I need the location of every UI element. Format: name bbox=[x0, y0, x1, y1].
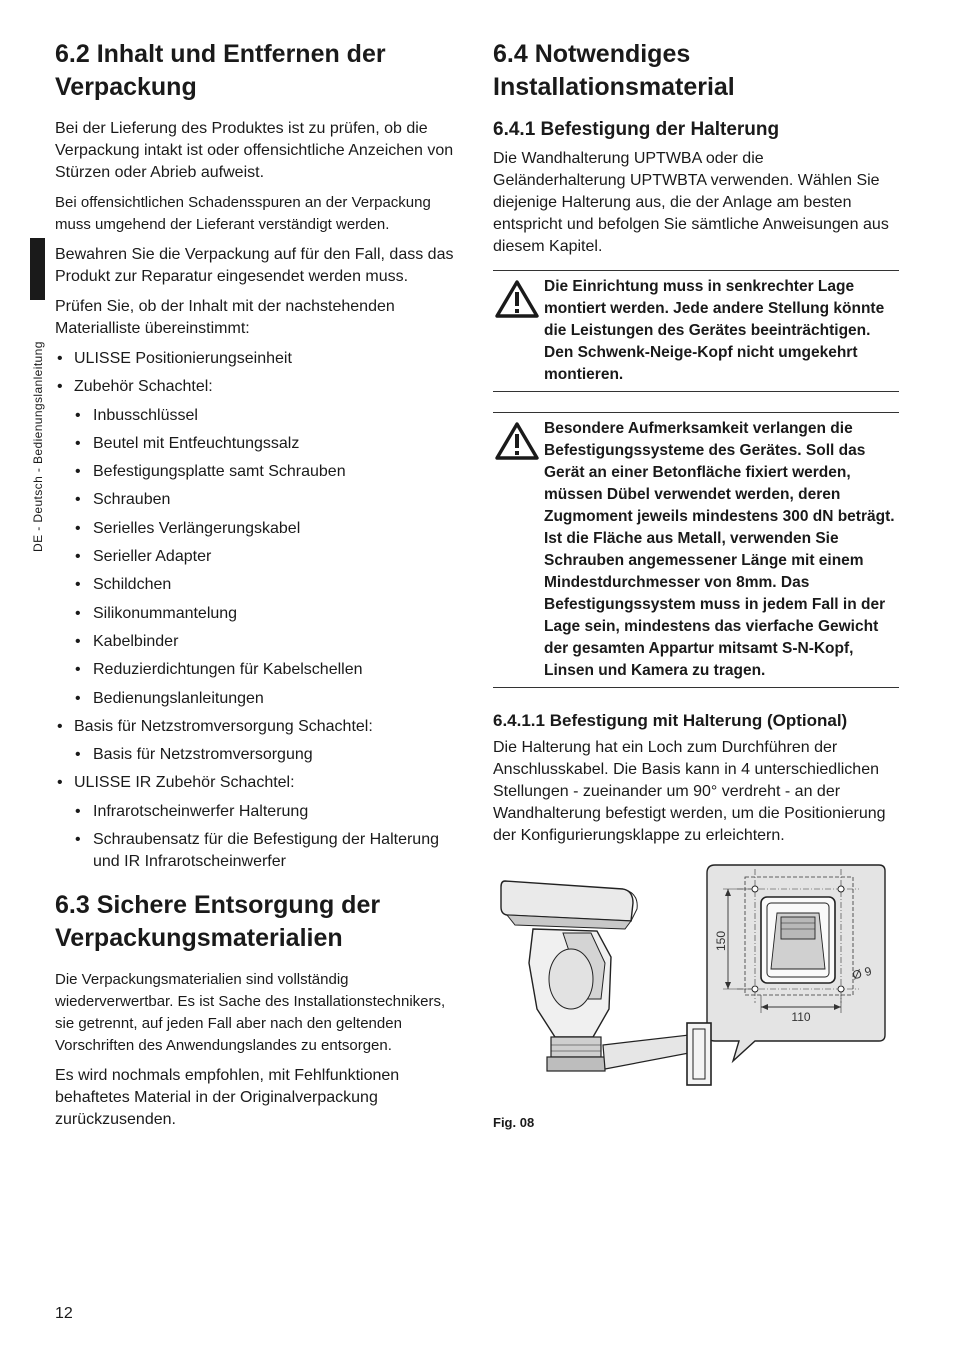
section-6-4-title: 6.4 Notwendiges Installationsmaterial bbox=[493, 40, 735, 101]
left-column bbox=[55, 38, 467, 1139]
warning-text-orientation: Die Einrichtung muss in senkrechter Lage montiert werden. Jede andere Stellung könnte die Leistungen des Gerätes beeinträchtigen. Den Schwenk-Neige-Kopf nicht umgekehrt montieren. bbox=[544, 278, 885, 383]
contents-list-item: • Serieller Adapter bbox=[55, 546, 467, 568]
contents-list-item: • Schildchen bbox=[55, 574, 467, 596]
s62-paragraph-1: Bei der Lieferung des Produktes ist zu prüfen, ob die Verpackung intakt ist oder offensichtliche Anzeichen von Stürzen oder Abrieb aufweist. bbox=[55, 120, 454, 181]
contents-list-item: • Silikonummantelung bbox=[55, 603, 467, 625]
contents-list bbox=[55, 348, 467, 873]
contents-list-item: • ULISSE IR Zubehör Schachtel: bbox=[55, 772, 467, 794]
bracket-illustration bbox=[493, 859, 899, 1109]
side-language-label: DE - Deutsch - Bedienungslanleitung bbox=[31, 341, 45, 552]
section-6-4-1-1-title: 6.4.1.1 Befestigung mit Halterung (Optional) bbox=[493, 711, 848, 730]
figure-caption: Fig. 08 bbox=[493, 1115, 535, 1130]
contents-list-item: • Kabelbinder bbox=[55, 631, 467, 653]
section-6-2-title: 6.2 Inhalt und Entfernen der Verpackung bbox=[55, 40, 386, 101]
section-6-3-title: 6.3 Sichere Entsorgung der Verpackungsmaterialien bbox=[55, 891, 381, 953]
s6411-paragraph-1: Die Halterung hat ein Loch zum Durchführen der Anschlusskabel. Die Basis kann in 4 unterschiedlichen Stellungen - zueinander um 90° verdreht - an der Wandhalterung befestigt werden, um die Positionierung der Konfigurierungsklappe zu erleichtern. bbox=[493, 739, 886, 844]
warning-triangle-icon bbox=[495, 279, 539, 319]
s62-paragraph-4: Prüfen Sie, ob der Inhalt mit der nachstehenden Materialliste übereinstimmt: bbox=[55, 298, 395, 337]
contents-list-item: • Zubehör Schachtel: bbox=[55, 376, 467, 398]
right-column bbox=[493, 38, 899, 1130]
contents-list-item: • Infrarotscheinwerfer Halterung bbox=[55, 801, 467, 823]
warning-box-fixing bbox=[493, 412, 899, 688]
warning-box-orientation bbox=[493, 270, 899, 392]
contents-list-item: • Basis für Netzstromversorgung Schachtel: bbox=[55, 716, 467, 738]
contents-list-item: • Schraubensatz für die Befestigung der Halterung und IR Infrarotscheinwerfer bbox=[55, 829, 467, 873]
s62-paragraph-3: Bewahren Sie die Verpackung auf für den Fall, dass das Produkt zur Reparatur eingesendet werden muss. bbox=[55, 246, 454, 285]
section-6-4-1-title: 6.4.1 Befestigung der Halterung bbox=[493, 119, 780, 140]
contents-list-item: • Befestigungsplatte samt Schrauben bbox=[55, 461, 467, 483]
s63-paragraph-1: Die Verpackungsmaterialien sind vollständig wiederverwertbar. Es ist Sache des Installationstechnikers, sie getrennt, auf jeden Fall aber nach den geltenden Vorschriften des Anwendungslandes zu entsorgen. bbox=[55, 971, 446, 1055]
contents-list-item: • Basis für Netzstromversorgung bbox=[55, 744, 467, 766]
contents-list-item: • Beutel mit Entfeuchtungssalz bbox=[55, 433, 467, 455]
height-dimension-label: 150 bbox=[714, 930, 728, 952]
contents-list-item: • Serielles Verlängerungskabel bbox=[55, 518, 467, 540]
warning-text-fixing: Besondere Aufmerksamkeit verlangen die Befestigungssysteme des Gerätes. Soll das Gerät an einer Betonfläche fixiert werden, müssen Dübel verwendet werden, deren Zugmoment jeweils mindestens 300 dN beträgt. Ist die Fläche aus Metall, verwenden Sie Schrauben angemessener Länge mit einem Mindestdurchmesser von 8mm. Das Befestigungssystem muss in jedem Fall in der Lage sein, mindestens das vierfache Gewicht der gesamten Appartur mitsamt S-N-Kopf, Linsen und Kamera zu tragen. bbox=[544, 420, 895, 679]
s641-paragraph-1: Die Wandhalterung UPTWBA oder die Geländerhalterung UPTWBTA verwenden. Wählen Sie diejenige Halterung aus, die der Anlage am besten entspricht und befolgen Sie sämtliche Anweisungen aus diesem Kapitel. bbox=[493, 150, 889, 255]
s62-paragraph-2: Bei offensichtlichen Schadensspuren an der Verpackung muss umgehend der Lieferant verständigt werden. bbox=[55, 194, 431, 233]
contents-list-item: • Bedienungslanleitungen bbox=[55, 688, 467, 710]
s63-paragraph-2: Es wird nochmals empfohlen, mit Fehlfunktionen behaftetes Material in der Originalverpackung zurückzusenden. bbox=[55, 1067, 400, 1129]
warning-triangle-icon bbox=[495, 421, 539, 461]
contents-list-item: • Inbusschlüssel bbox=[55, 405, 467, 427]
width-dimension-label: 110 bbox=[791, 1010, 811, 1024]
page-number: 12 bbox=[55, 1305, 73, 1322]
hole-diameter-label: Ø 9 bbox=[850, 963, 874, 983]
contents-list-item: • Schrauben bbox=[55, 489, 467, 511]
contents-list-item: • ULISSE Positionierungseinheit bbox=[55, 348, 467, 370]
contents-list-item: • Reduzierdichtungen für Kabelschellen bbox=[55, 659, 467, 681]
figure-08 bbox=[493, 859, 899, 1109]
side-tab-marker bbox=[30, 238, 45, 300]
